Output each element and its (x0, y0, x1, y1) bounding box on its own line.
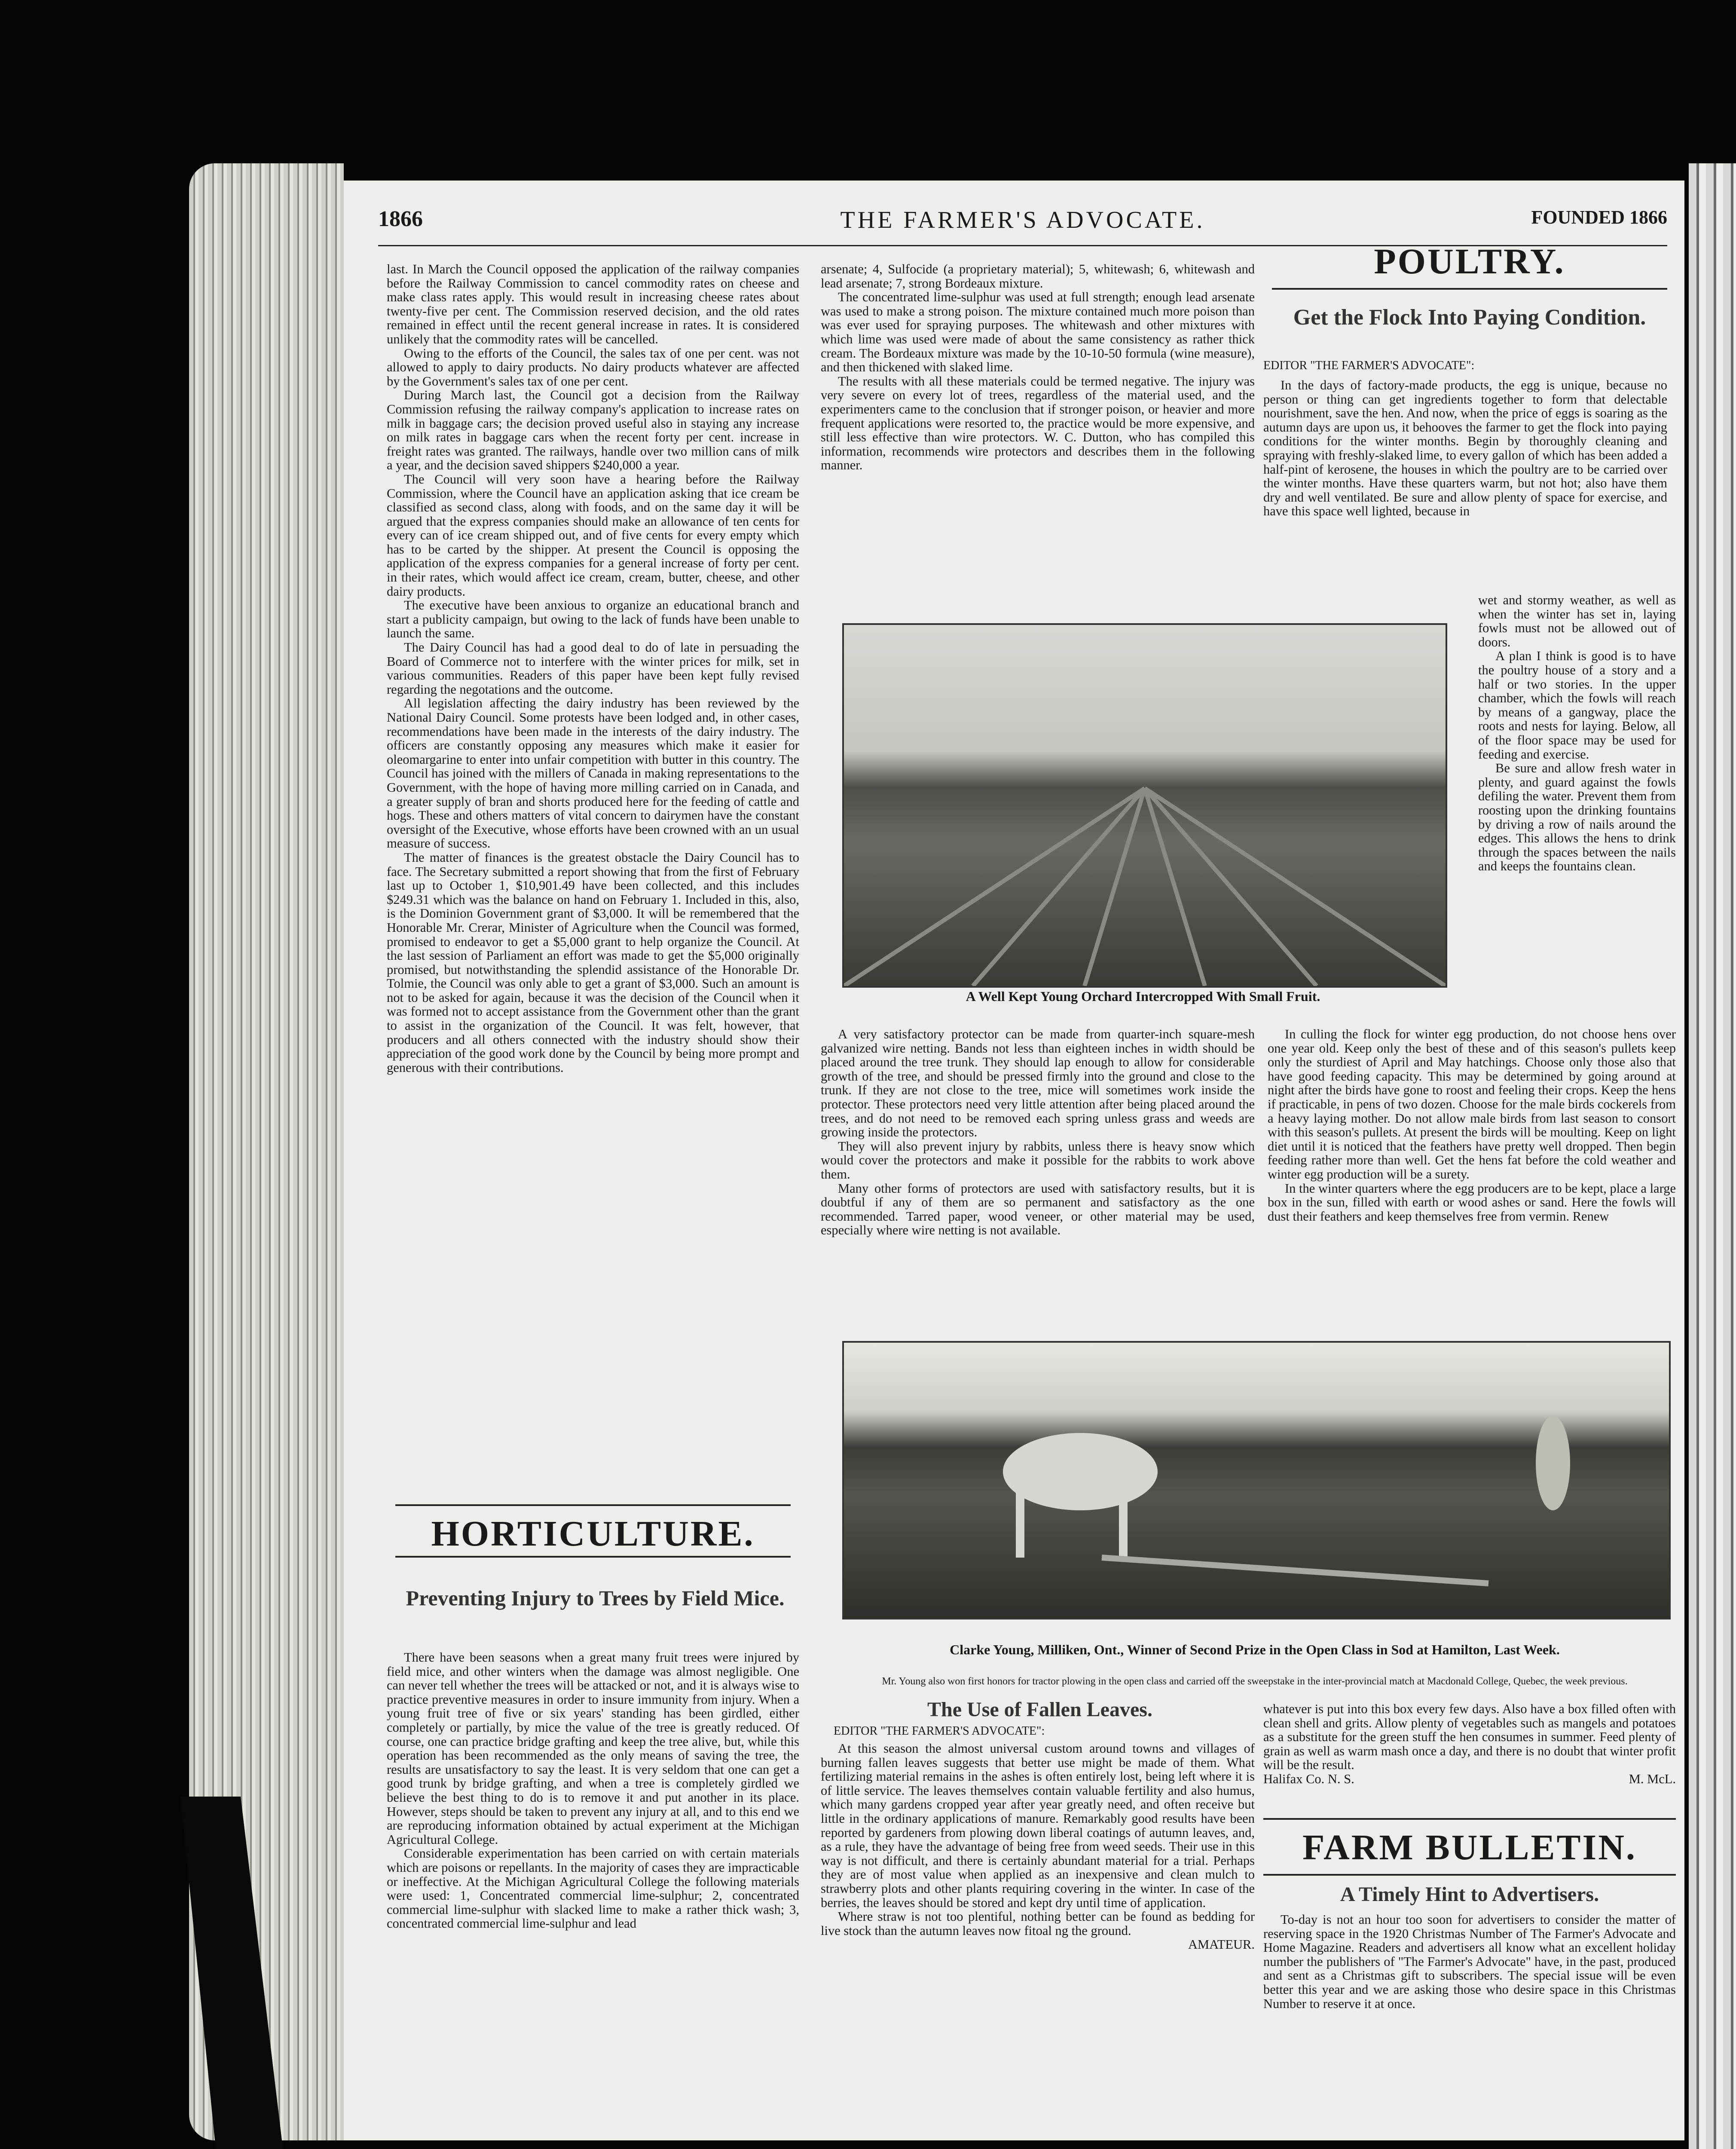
paragraph: The matter of finances is the greatest obstacle the Dairy Council has to face. The Secretary submitted a report showing that from the first of February last up to October 1, $10,901.49 have been collected, and this includes $249.31 which was the balance on hand on February 1. Included in this, also, is the Dominion Government grant of $3,000. It will be remembered that the Honorable Mr. Crerar, Minister of Agriculture when the Council was formed, promised to endeavor to get a $5,000 grant to help organize the Council. At the last session of Parliament an effort was made to get the $5,000 originally promised, but notwithstanding the splendid assistance of the Honorable Dr. Tolmie, the Council was only able to get a grant of $3,000. Such an amount is not to be asked for again, because it was the decision of the Council when it was formed not to accept assistance from the Government other than the grant to assist in the organization of the Council. It was felt, however, that producers and all others connected with the industry should show their appreciation of the good work done by the Council by being more prompt and generous with their contributions. (387, 850, 799, 1075)
plowing-photo-subcaption: Mr. Young also won first honors for tractor plowing in the open class and carried off the sweepstake in the inter-provincial match at Macdonald College, Quebec, the week previous. (882, 1676, 1628, 1687)
paragraph: In the winter quarters where the egg producers are to be kept, place a large box in the sun, filled with earth or wood ashes or sand. Here the fowls will dust their feathers and keep themselves free from vermin. Renew (1268, 1181, 1676, 1224)
pen-object (163, 1797, 318, 2149)
poultry-section-title: POULTRY. (1374, 242, 1565, 282)
plowing-photo (842, 1341, 1671, 1619)
bulletin-rule-top (1263, 1818, 1676, 1820)
paragraph: Owing to the efforts of the Council, the sales tax of one per cent. was not allowed to apply to dairy products. No dairy products whatever are affected by the Government's sales tax of one per cent. (387, 346, 799, 389)
paragraph: Where straw is not too plentiful, nothing better can be found as bedding for live stock than the autumn leaves now fitoal ng the ground. (821, 1909, 1255, 1938)
paragraph: Many other forms of protectors are used with satisfactory results, but it is doubtful if any of them are so permanent and satisfactory as the one recommended. Tarred paper, wood veneer, or other material may be used, especially where wire netting is not available. (821, 1181, 1255, 1238)
paragraph: To-day is not an hour too soon for advertisers to consider the matter of reserving space in the 1920 Christmas Number of The Farmer's Advocate and Home Magazine. Readers and advertisers all know what an excellent holiday number the publishers of "The Farmer's Advocate" have, in the past, produced and sent as a Christmas gift to subscribers. The special issue will be even better this year and we are asking those who desire space in this Christmas Number to reserve it at once. (1263, 1913, 1676, 2011)
paragraph: Considerable experimentation has been carried on with certain materials which are poisons or repellants. In the majority of cases they are impracticable or ineffective. At the Michigan Agricultural College the following materials were used: 1, Concentrated commercial lime-sulphur; 2, concentrated commercial lime-sulphur with slacked lime to make a rather thick wash; 3, concentrated commercial lime-sulphur and lead (387, 1846, 799, 1931)
horticulture-rule-top (395, 1504, 791, 1506)
paragraph: The Dairy Council has had a good deal to do of late in persuading the Board of Commerce not to interfere with the winter prices for milk, set in various communities. Readers of this paper have been kept fully revised regarding the negotations and the outcome. (387, 640, 799, 697)
horticulture-section-title: HORTICULTURE. (431, 1514, 755, 1554)
pen-silhouette (163, 1797, 318, 2149)
poultry-culling-article (1268, 1027, 1676, 1311)
masthead: THE FARMER'S ADVOCATE. (840, 207, 1205, 233)
paragraph: A plan I think is good is to have the poultry house of a story and a half or two stories. In the upper chamber, which the fowls will reach by means of a gangway, place the roots and nests for laying. Below, all of the floor space may be used for feeding and exercise. (1478, 649, 1676, 762)
paragraph: Be sure and allow fresh water in plenty, and guard against the fowls defiling the water. Prevent them from roosting upon the drinking fountains by driving a row of nails around the edges. This allows the hens to drink through the spaces between the nails and keeps the fountains clean. (1478, 761, 1676, 874)
newspaper-page (344, 181, 1684, 2140)
paragraph: In the days of factory-made products, the egg is unique, because no person or thing can get ingredients together to form that delectable nourishment, save the hen. And now, when the price of eggs is soaring as the autumn days are upon us, it behooves the farmer to get the flock into paying conditions for the winter months. Begin by thoroughly cleaning and spraying with freshly-slaked lime, to every gallon of which has been added a half-pint of kerosene, the houses in which the poultry are to be carried over the winter months. Have these quarters warm, but not hot; also have them dry and well ventilated. Be sure and allow plenty of space for exercise, and have this space well lighted, because in (1263, 378, 1667, 519)
field-mice-article (387, 1650, 799, 2106)
plowing-photo-caption: Clarke Young, Milliken, Ont., Winner of Second Prize in the Open Class in Sod at Hamilton, Last Week. (950, 1642, 1560, 1657)
paragraph: In culling the flock for winter egg production, do not choose hens over one year old. Keep only the best of these and of this season's pullets keep only the sturdiest of April and May hatchings. Choose only those also that have good feeding capacity. This may be determined by going around at night after the birds have gone to roost and feeling their crops. Keep the hens if practicable, in pens of two dozen. Choose for the male birds cockerels from a heavy laying mother. Do not allow male birds from last season to consort with this season's pullets. At present the birds will be moulting. Keep on light diet until it is noticed that the feathers have pretty well dropped. Then begin feeding rather more than well. Get the hens fat before the cold weather and winter egg production will be a surety. (1268, 1027, 1676, 1182)
leaves-headline: The Use of Fallen Leaves. (927, 1698, 1152, 1721)
founded-label: FOUNDED 1866 (1531, 207, 1667, 228)
leaves-signoff: AMATEUR. (1188, 1937, 1255, 1952)
paragraph: During March last, the Council got a decision from the Railway Commission refusing the railway company's application to increase rates on milk in baggage cars; the decision proved useful also in staying any increase on milk rates in baggage cars when the recent forty per cent. increase in freight rates was granted. The railways, handle over two million cans of milk a year, and the decision saved shippers $240,000 a year. (387, 388, 799, 473)
paragraph: The executive have been anxious to organize an educational branch and start a publicity campaign, but owing to the lack of funds have been unable to launch the same. (387, 598, 799, 641)
paragraph: A very satisfactory protector can be made from quarter-inch square-mesh galvanized wire netting. Bands not less than eighteen inches in width should be placed around the tree trunk. They should lap enough to allow for considerable growth of the tree, and should be pressed firmly into the ground and close to the trunk. If they are not close to the tree, mice will sometimes work inside the protector. These protectors need very little attention after being placed around the trees, and do not need to be removed each spring unless grass and weeds are growing inside the protectors. (821, 1027, 1255, 1140)
advertisers-article (1263, 1913, 1676, 2033)
bulletin-rule-bottom (1263, 1874, 1676, 1876)
paragraph: last. In March the Council opposed the application of the railway companies before the Railway Commission to cancel commodity rates on cheese and make class rates apply. This would result in increasing cheese rates about twenty-five per cent. The Commission reserved decision, and the old rates remained in effect until the recent general increase in rates. It is considered unlikely that the commodity rates will be cancelled. (387, 262, 799, 346)
paragraph: The results with all these materials could be termed negative. The injury was very severe on every lot of trees, regardless of the material used, and the experimenters came to the conclusion that if stronger poison, or heavier and more frequent applications were resorted to, the practice would be more expensive, and still less effective than wire protectors. W. C. Dutton, who has compiled this information, recommends wire protectors and describes them in the following manner. (821, 373, 1255, 473)
signoff-name: M. McL. (1629, 1771, 1676, 1786)
poultry-editor-line: EDITOR "THE FARMER'S ADVOCATE": (1263, 359, 1475, 372)
poultry-signoff (1263, 1772, 1676, 1786)
paragraph: wet and stormy weather, as well as when the winter has set in, laying fowls must not be allowed out of doors. (1478, 593, 1676, 649)
paragraph: At this season the almost universal custom around towns and villages of burning fallen leaves suggests that better use might be made of them. What fertilizing material remains in the ashes is often entirely lost, being left where it is of little service. The leaves themselves contain valuable fertility and also humus, which many gardens cropped year after year greatly need, and often receive but little in the ordinary applications of manure. Remarkably good results have been reported by gardeners from plowing down liberal coatings of autumn leaves, and, as a rule, they have the advantage of being free from weed seeds. Their use in this way is not difficult, and there is certainly abundant material for a trial. Perhaps they are of most value when applied as an inexpensive and clean mulch to strawberry plots and other plants requiring covering in the winter. In case of the berries, the leaves should be stored and kept dry until time of application. (821, 1742, 1255, 1910)
poultry-rule (1272, 288, 1667, 290)
paragraph: They will also prevent injury by rabbits, unless there is heavy snow which would cover the protectors and make it possible for the rabbits to work above them. (821, 1139, 1255, 1182)
paragraph: The concentrated lime-sulphur was used at full strength; enough lead arsenate was used to make a strong poison. The mixture contained much more poison than was ever used for spraying purposes. The whitewash and other mixtures with which lime was used were made of about the same consistency as rather thick cream. The Bordeaux mixture was made by the 10-10-50 formula (wine measure), and then thickened with slaked lime. (821, 290, 1255, 375)
fallen-leaves-article (821, 1742, 1255, 2120)
wire-protector-article (821, 1027, 1255, 1311)
orchard-photo (842, 623, 1447, 988)
plowing-scene-graphic (844, 1343, 1669, 1618)
paragraph: There have been seasons when a great many fruit trees were injured by field mice, and other winters when the damage was almost negligible. One can never tell whether the trees will be attacked or not, and it is always wise to practice preventive measures in order to insure immunity from injury. When a young fruit tree of five or six years' standing has been girdled, either completely or partially, by mice the value of the tree is greatly reduced. Of course, one can practice bridge grafting and keep the tree alive, but, while this operation has been recommended as the only means of saving the tree, the results are unsatisfactory to say the least. It is very seldom that one can get a good trunk by bridge grafting, and when a tree is completely girdled we believe the best thing to do is to remove it and put another in its place. However, steps should be taken to prevent any injury at all, and to this end we are reproducing information obtained by actual experiment at the Michigan Agricultural College. (387, 1650, 799, 1847)
field-mice-article-continued (821, 262, 1255, 628)
next-page-edge (1689, 163, 1736, 2149)
flock-headline: Get the Flock Into Paying Condition. (1293, 305, 1646, 330)
orchard-rows-graphic (844, 625, 1446, 986)
signoff-place: Halifax Co. N. S. (1263, 1771, 1354, 1786)
advertisers-headline: A Timely Hint to Advertisers. (1340, 1883, 1599, 1906)
dairy-council-article (387, 262, 799, 1573)
paragraph: whatever is put into this box every few days. Also have a box filled often with clean shell and grits. Allow plenty of vegetables such as mangels and potatoes as a substitute for the green stuff the hen consumes in summer. Feed plenty of grain as well as warm mash once a day, and there is no doubt that winter profit will be the result. (1263, 1702, 1676, 1772)
poultry-article (1263, 378, 1667, 593)
page-number: 1866 (378, 207, 423, 231)
poultry-article-end (1263, 1702, 1676, 1797)
paragraph: All legislation affecting the dairy industry has been reviewed by the National Dairy Council. Some protests have been lodged and, in other cases, recommendations have been made in the interests of the dairy industry. The officers are constantly opposing any measures which make it easier for oleomargarine to enter into unfair competition with butter in this country. The Council has joined with the millers of Canada in making representations to the Government, with the hope of having more milling carried on in Canada, and a greater supply of bran and shorts produced here for the feeding of cattle and hogs. These and others matters of vital concern to dairymen have the constant oversight of the Executive, whose efforts have been crowned with an un usual measure of success. (387, 696, 799, 851)
farm-bulletin-section-title: FARM BULLETIN. (1302, 1828, 1637, 1867)
trees-headline: Preventing Injury to Trees by Field Mice. (406, 1586, 785, 1610)
paragraph: arsenate; 4, Sulfocide (a proprietary material); 5, whitewash; 6, whitewash and lead arsenate; 7, strong Bordeaux mixture. (821, 262, 1255, 291)
paragraph: The Council will very soon have a hearing before the Railway Commission, where the Council have an application asking that ice cream be classified as second class, along with foods, and on the same day it will be argued that the express companies should make an allowance of ten cents for every can of ice cream shipped out, and of five cents for every empty which has to be carted by the shipper. At present the Council is opposing the application of the express companies for a general increase of forty per cent. in their rates, which would affect ice cream, cream, butter, cheese, and other dairy products. (387, 471, 799, 599)
horticulture-rule-bottom (395, 1556, 791, 1558)
page-header (378, 206, 1667, 241)
leaves-editor-line: EDITOR "THE FARMER'S ADVOCATE": (834, 1724, 1045, 1738)
orchard-photo-caption: A Well Kept Young Orchard Intercropped With Small Fruit. (966, 989, 1320, 1004)
